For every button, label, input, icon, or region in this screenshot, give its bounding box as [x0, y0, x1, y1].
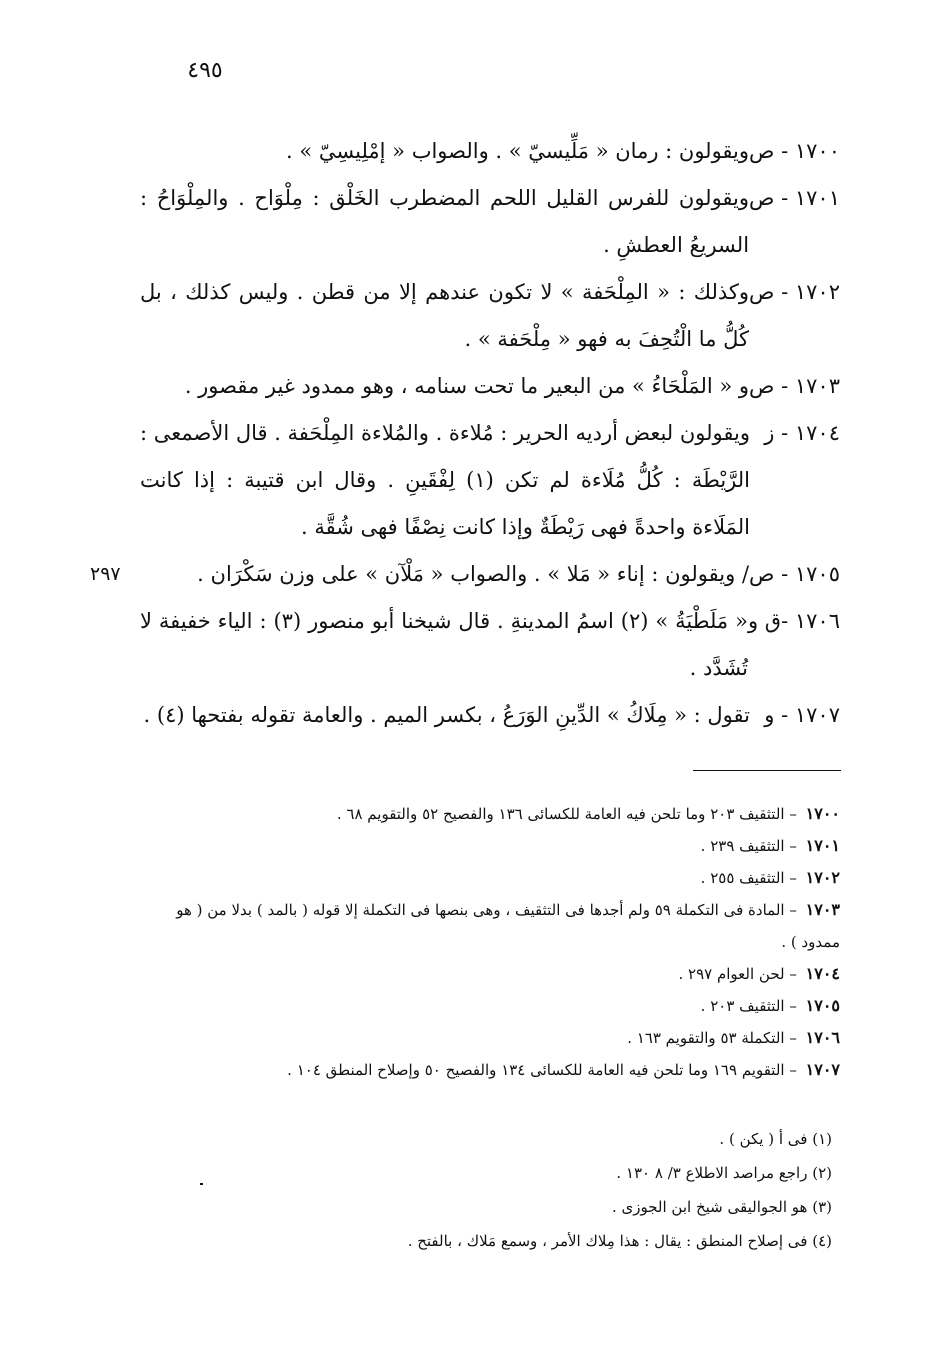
footnote-number: ١٧٠٣: [805, 900, 840, 919]
entry-number: ١٧٠١ - ص: [749, 186, 840, 210]
footnote-1701: [140, 830, 840, 862]
footnote-number: ١٧٠٠: [805, 804, 840, 823]
entry-number: ١٧٠٠ - ص: [749, 139, 840, 163]
entry-text: ويقولون : رمان « مَلِّيسيّ » . والصواب « إمْلِيسِيّ » .: [286, 139, 750, 163]
entry-text: / ويقولون : إناء « مَلا » . والصواب « مَلْآن » على وزن سَكْرَان .: [197, 562, 750, 586]
entries-list: [90, 128, 840, 739]
margin-page-reference: ٢٩٧: [90, 563, 121, 585]
footnote-number: ١٧٠٤: [805, 964, 840, 983]
footnote-1703: [140, 894, 840, 958]
entry-number: ١٧٠٧ - و: [764, 703, 840, 727]
page-number: ٤٩٥: [187, 58, 223, 83]
footnote-1700: [140, 798, 840, 830]
entry-number: ١٧٠٥ - ص: [749, 562, 840, 586]
footnote-number: ١٧٠٥: [805, 996, 840, 1015]
entry-text: تقول : « مِلَاكُ » الدِّينِ الوَرَعُ ، بكسر الميم . والعامة تقوله بفتحها (٤) .: [143, 703, 750, 727]
stray-print-mark: [200, 1183, 203, 1185]
entry-text: « مَلَطْيَةُ » (٢) اسمُ المدينةِ . قال شيخنا أبو منصور (٣) : الياء خفيفة لا تُشَدَّد .: [140, 609, 748, 680]
entry-number: ١٧٠٦ -ق و: [747, 609, 840, 633]
entry-text: ويقولون لبعض أرديه الحرير : مُلاءة . والمُلاءة المِلْحَفة . قال الأصمعى : الرَّيْطَة : كُلُّ مُلَاءة لم تكن (١) لِفْقَينِ . وقال ابن قتيبة : إذا كانت المَلَاءة واحدةً فهى رَيْطَةٌ وإذا كانت نِصْفًا فهى شُقَّة .: [139, 421, 750, 539]
footnote-1702: [140, 862, 840, 894]
footnote-text: – التثقيف ٢٠٣ .: [700, 997, 797, 1015]
footnote-text: – التثقيف ٢٥٥ .: [700, 869, 797, 887]
footnote-number: ١٧٠١: [805, 836, 840, 855]
footnote-number: ١٧٠٧: [805, 1060, 840, 1079]
entry-1705: [90, 551, 840, 598]
footnote-text: – التكملة ٥٣ والتقويم ١٦٣ .: [627, 1029, 797, 1047]
footnote-text: – التثقيف ٢٣٩ .: [700, 837, 797, 855]
footnote-text: – التثقيف ٢٠٣ وما تلحن فيه العامة للكسائى ١٣٦ والفصيح ٥٢ والتقويم ٦٨ .: [336, 805, 797, 823]
entry-number: ١٧٠٢ - ص: [749, 280, 840, 304]
footnote-number: ١٧٠٢: [805, 868, 840, 887]
footnote-text: – المادة فى التكملة ٥٩ ولم أجدها فى التثقيف ، وهى بنصها فى التكملة إلا قوله ( بالمد ) بدلا من ( هو ممدود ) .: [176, 901, 840, 951]
entry-text: و « المَلْحَاءُ » من البعير ما تحت سنامه ، وهو ممدود غير مقصور .: [184, 374, 750, 398]
entry-1704: [140, 410, 840, 551]
note-2: (٢) راجع مراصد الاطلاع ٣/ ٨ ١٣٠ .: [616, 1164, 832, 1182]
numbered-notes: [140, 1122, 840, 1258]
footnote-separator-rule: [693, 770, 841, 771]
entry-1702: [140, 269, 840, 363]
footnote-1705: [140, 990, 840, 1022]
note-4: (٤) فى إصلاح المنطق : يقال : هذا مِلاك الأمر ، وسمع مَلاك ، بالفتح .: [407, 1232, 832, 1250]
source-footnotes: [140, 798, 840, 1086]
entry-1703: [140, 363, 840, 410]
entry-number: ١٧٠٣ - ص: [749, 374, 840, 398]
entry-1701: [140, 175, 840, 269]
entry-1700: [140, 128, 840, 175]
footnote-text: – التقويم ١٦٩ وما تلحن فيه العامة للكسائى ١٣٤ والفصيح ٥٠ وإصلاح المنطق ١٠٤ .: [287, 1061, 797, 1079]
footnote-text: – لحن العوام ٢٩٧ .: [678, 965, 797, 983]
entry-1707: [140, 692, 840, 739]
entry-number: ١٧٠٤ - ز: [764, 421, 840, 445]
entry-1706: [140, 598, 840, 692]
entry-text: وكذلك : « المِلْحَفة » لا تكون عندهم إلا من قطن . وليس كذلك ، بل كُلُّ ما الْتُحِفَ به فهو « مِلْحَفة » .: [140, 280, 750, 351]
footnote-1706: [140, 1022, 840, 1054]
note-3: (٣) هو الجواليقى شيخ ابن الجوزى .: [611, 1198, 832, 1216]
footnote-number: ١٧٠٦: [805, 1028, 840, 1047]
footnote-1707: [140, 1054, 840, 1086]
footnote-1704: [140, 958, 840, 990]
entry-text: ويقولون للفرس القليل اللحم المضطرب الخَلْق : مِلْوَاح . والمِلْوَاحُ : السريعُ العطشِ .: [140, 186, 750, 257]
note-1: (١) فى أ ( يكن ) .: [719, 1130, 832, 1148]
